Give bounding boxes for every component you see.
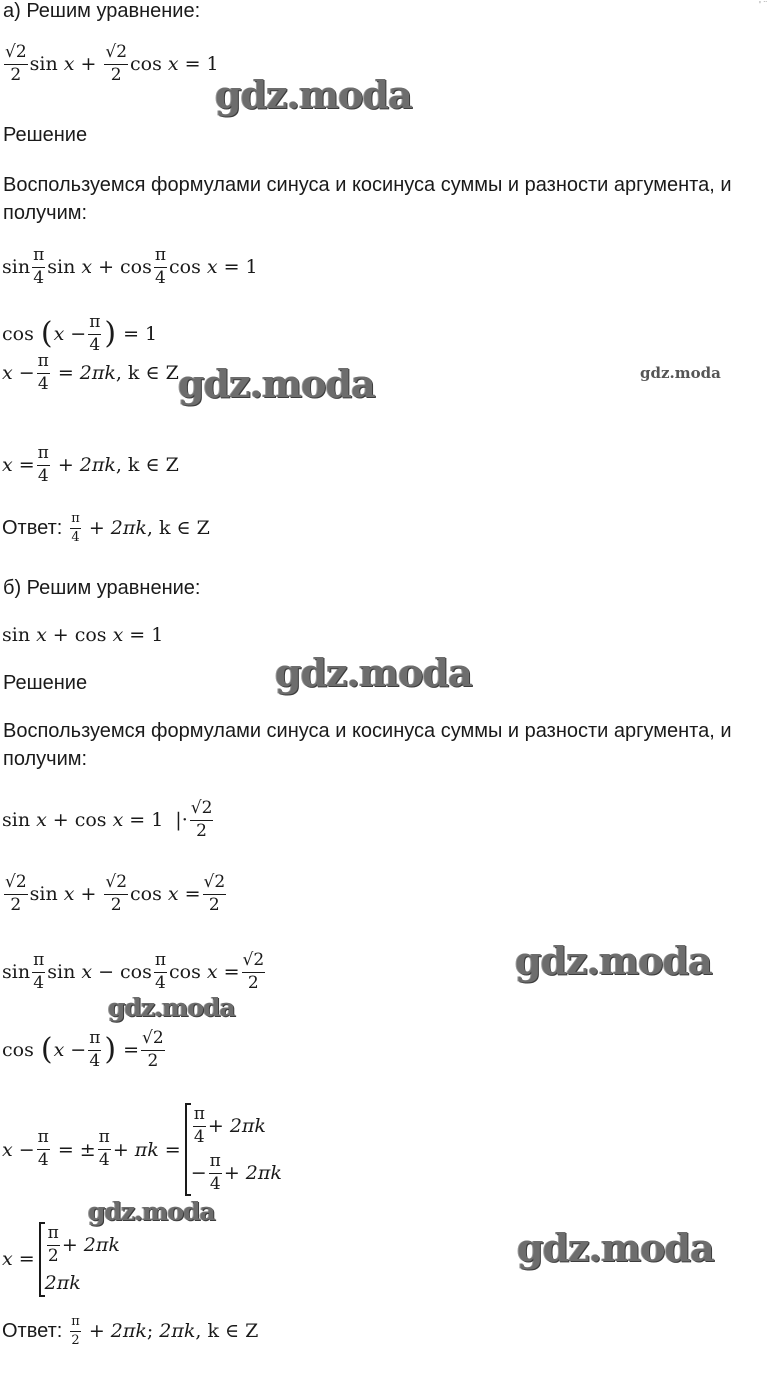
part-b-intro-cont: получим: xyxy=(3,748,88,770)
equation-a-2: sin $\frac{\pi}{4}$ sin x + cos $\frac{\pi}{4}$ cos x = 1 xyxy=(2,245,258,288)
watermark: gdz.moda xyxy=(640,364,721,382)
answer-b: Ответ: $\frac{\pi}{2}$ + 2πk ; 2πk , k ∈ Z xyxy=(2,1314,259,1348)
equation-a-1: $\frac{√2}{2}$ sin x + $\frac{√2}{2}$ cos x = 1 xyxy=(5,42,219,85)
watermark: gdz.moda xyxy=(215,72,412,117)
equation-b-5: cos ( x − $\frac{\pi}{4}$ ) = $\frac{√2}{2}$ xyxy=(2,1028,164,1071)
watermark: gdz.moda xyxy=(88,1197,215,1226)
corner-mark: ' ¨ xyxy=(758,0,767,11)
watermark: gdz.moda xyxy=(275,650,472,695)
equation-b-7: x = $\frac{\pi}{2}$ + 2πk 2πk xyxy=(2,1222,120,1297)
part-b-solution-label: Решение xyxy=(3,672,88,694)
part-a-heading: а) Решим уравнение: xyxy=(3,0,201,22)
solution-system-2: $\frac{\pi}{2}$ + 2πk 2πk xyxy=(39,1222,120,1297)
equation-b-1: sin x + cos x = 1 xyxy=(2,624,164,646)
watermark: gdz.moda xyxy=(108,993,235,1022)
equation-a-5: x = $\frac{\pi}{4}$ + 2πk , k ∈ Z xyxy=(2,443,179,486)
part-a-intro: Воспользуемся формулами синуса и косинуса суммы и разности аргумента, и xyxy=(3,174,732,196)
equation-a-3: cos ( x − $\frac{\pi}{4}$ ) = 1 xyxy=(2,312,158,355)
equation-b-6: x − $\frac{\pi}{4}$ = ± $\frac{\pi}{4}$ + πk = $\frac{\pi}{4}$ + 2πk − $\frac{\pi}{4}$ + 2πk xyxy=(2,1103,282,1196)
equation-b-3: $\frac{√2}{2}$ sin x + $\frac{√2}{2}$ cos x = $\frac{√2}{2}$ xyxy=(5,872,226,915)
answer-a: Ответ: $\frac{\pi}{4}$ + 2πk , k ∈ Z xyxy=(2,511,210,545)
part-b-heading: б) Решим уравнение: xyxy=(3,577,201,599)
watermark: gdz.moda xyxy=(517,1225,714,1270)
equation-a-4: x − $\frac{\pi}{4}$ = 2πk , k ∈ Z xyxy=(2,351,179,394)
watermark: gdz.moda xyxy=(178,361,375,406)
part-a-intro-cont: получим: xyxy=(3,202,88,224)
watermark: gdz.moda xyxy=(515,938,712,983)
part-b-intro: Воспользуемся формулами синуса и косинуса суммы и разности аргумента, и xyxy=(3,720,732,742)
equation-b-4: sin $\frac{\pi}{4}$ sin x − cos $\frac{\pi}{4}$ cos x = $\frac{√2}{2}$ xyxy=(2,950,265,993)
solution-system-1: $\frac{\pi}{4}$ + 2πk − $\frac{\pi}{4}$ + 2πk xyxy=(185,1103,282,1196)
part-a-solution-label: Решение xyxy=(3,124,88,146)
equation-b-2: sin x + cos x = 1 |· $\frac{√2}{2}$ xyxy=(2,798,213,841)
